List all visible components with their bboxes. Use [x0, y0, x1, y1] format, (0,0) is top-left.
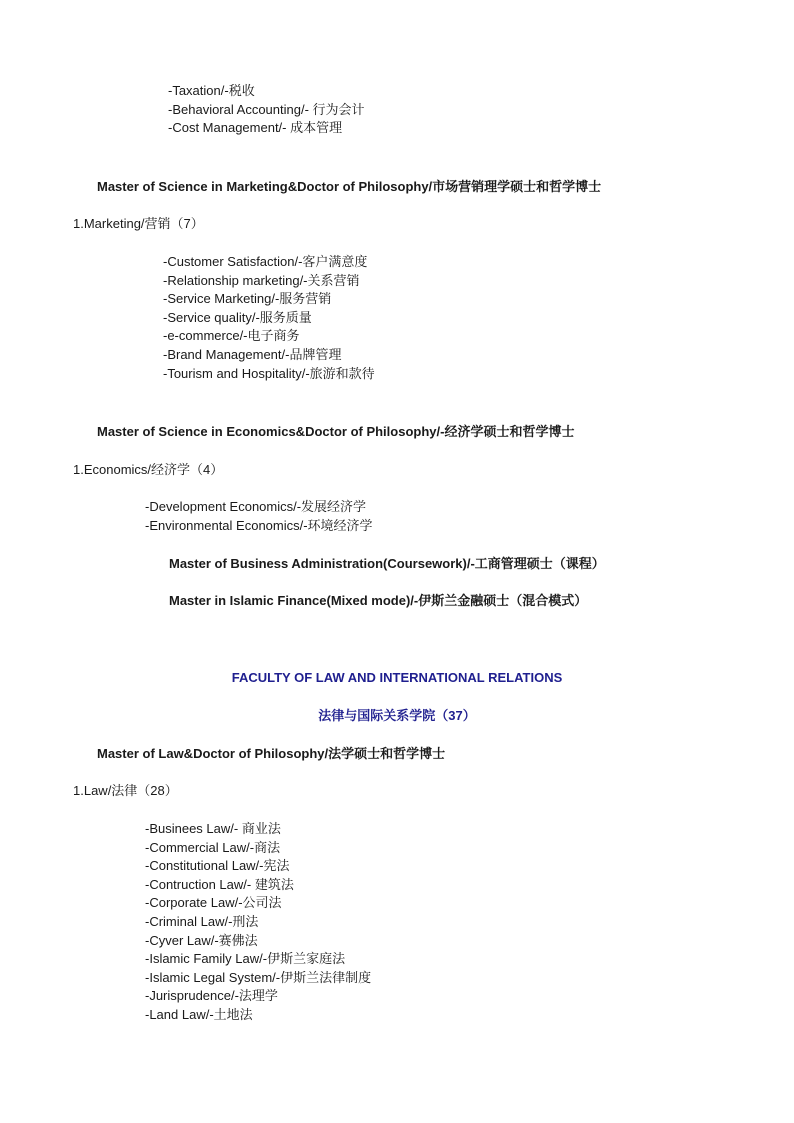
islamic-finance-program-heading: Master in Islamic Finance(Mixed mode)/-伊斯兰金融硕士（混合模式）	[169, 593, 588, 608]
list-item: -Jurisprudence/-法理学	[145, 988, 278, 1004]
accounting-topic-list	[168, 82, 365, 138]
list-item: -Cyver Law/-赛佛法	[145, 932, 258, 948]
list-item: -Constitutional Law/-宪法	[145, 858, 290, 874]
list-item: -Customer Satisfaction/-客户满意度	[163, 254, 368, 269]
law-program-heading: Master of Law&Doctor of Philosophy/法学硕士和哲学博士	[97, 746, 446, 761]
list-item: -Cost Management/- 成本管理	[168, 120, 343, 136]
marketing-subject: 1.Marketing/营销（7）	[73, 216, 204, 231]
list-item: -Relationship marketing/-关系营销	[163, 272, 360, 288]
faculty-title-en: FACULTY OF LAW AND INTERNATIONAL RELATIONS	[231, 670, 563, 685]
marketing-program-heading: Master of Science in Marketing&Doctor of Philosophy/市场营销理学硕士和哲学博士	[97, 179, 602, 194]
list-item: -Service quality/-服务质量	[163, 309, 312, 325]
faculty-title-cn: 法律与国际关系学院（37）	[318, 708, 476, 723]
list-item: -Contruction Law/- 建筑法	[145, 876, 294, 892]
list-item: -Development Economics/-发展经济学	[145, 499, 367, 514]
list-item: -Commercial Law/-商法	[145, 839, 281, 855]
marketing-topic-list	[163, 253, 375, 383]
list-item: -Criminal Law/-刑法	[145, 913, 259, 929]
list-item: -Tourism and Hospitality/-旅游和款待	[163, 365, 375, 381]
list-item: -Islamic Family Law/-伊斯兰家庭法	[145, 951, 346, 967]
list-item: -Brand Management/-品牌管理	[163, 346, 342, 362]
list-item: -Islamic Legal System/-伊斯兰法律制度	[145, 969, 372, 985]
economics-program-heading: Master of Science in Economics&Doctor of Philosophy/-经济学硕士和哲学博士	[97, 424, 575, 439]
list-item: -e-commerce/-电子商务	[163, 328, 300, 344]
law-topic-list	[145, 820, 371, 1025]
list-item: -Corporate Law/-公司法	[145, 895, 282, 911]
economics-topic-list	[145, 498, 373, 535]
list-item: -Land Law/-土地法	[145, 1006, 253, 1022]
mba-program-heading: Master of Business Administration(Coursework)/-工商管理硕士（课程）	[169, 556, 605, 571]
economics-subject: 1.Economics/经济学（4）	[73, 462, 224, 477]
list-item: -Service Marketing/-服务营销	[163, 291, 332, 307]
list-item: -Taxation/-税收	[168, 83, 255, 98]
list-item: -Environmental Economics/-环境经济学	[145, 517, 373, 533]
list-item: -Behavioral Accounting/- 行为会计	[168, 101, 365, 117]
list-item: -Businees Law/- 商业法	[145, 821, 281, 836]
law-subject: 1.Law/法律（28）	[73, 783, 178, 798]
